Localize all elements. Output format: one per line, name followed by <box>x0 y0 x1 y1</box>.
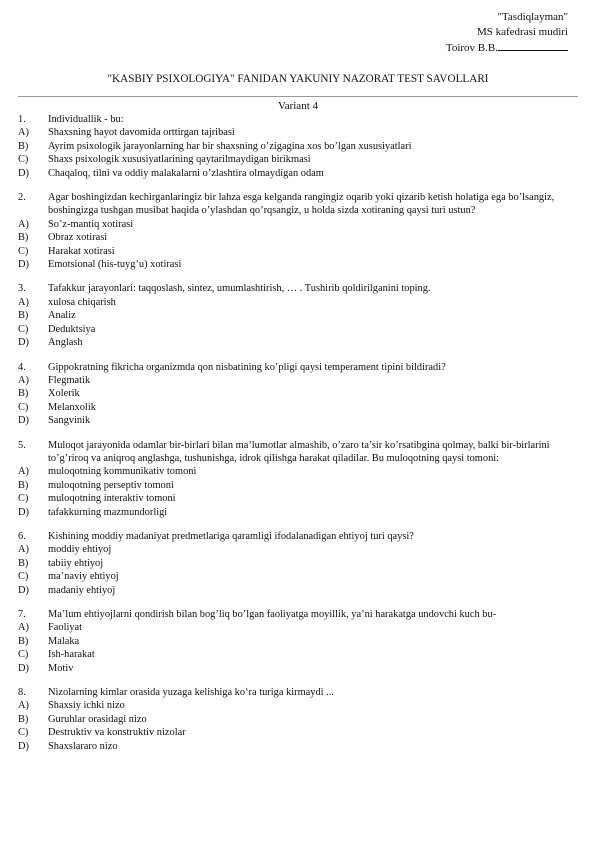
question-number: 3. <box>18 283 26 295</box>
option-letter: D) <box>18 259 29 271</box>
question-number: 7. <box>18 609 26 620</box>
option-text: Anglash <box>48 337 83 349</box>
option-text: tabiiy ehtiyoj <box>48 557 104 569</box>
answer-option <box>18 387 574 400</box>
option-text: Faoliyat <box>48 622 83 634</box>
option-letter: D) <box>18 415 29 427</box>
question-text: Individuallik - bu: <box>48 114 124 125</box>
answer-option <box>18 374 574 387</box>
option-letter: A) <box>18 466 29 478</box>
approval-line-1: "Tasdiqlayman" <box>497 11 568 23</box>
option-text: So’z-mantiq xotirasi <box>48 218 134 230</box>
option-letter: B) <box>18 635 29 647</box>
answer-option <box>18 492 574 505</box>
option-text: Shaxs psixologik xususiyatlarining qaytarilmaydigan birikmasi <box>48 154 311 166</box>
answer-option <box>18 218 574 231</box>
question-block <box>18 282 574 349</box>
question-text: Ma’lum ehtiyojlarni qondirish bilan bog’liq bo’lgan faoliyatga moyillik, ya’ni harakatga undovchi kuch bu- <box>48 609 497 620</box>
question-block <box>18 191 574 271</box>
option-text: Guruhlar orasidagi nizo <box>48 713 147 725</box>
answer-option <box>18 323 574 336</box>
option-text: Melanxolik <box>48 401 96 413</box>
answer-option <box>18 167 574 180</box>
option-text: Obraz xotirasi <box>48 232 108 244</box>
question-block <box>18 530 574 597</box>
question-row <box>18 530 574 543</box>
approval-line-2: MS kafedrasi mudiri <box>476 26 568 38</box>
answer-option <box>18 414 574 427</box>
option-text: muloqotning kommunikativ tomoni <box>48 466 197 478</box>
answer-option <box>18 401 574 414</box>
question-row <box>18 191 574 218</box>
question-number: 4. <box>18 361 26 373</box>
question-block <box>18 361 574 428</box>
answer-option <box>18 336 574 349</box>
option-letter: D) <box>18 167 29 179</box>
question-text: Agar boshingizdan kechirganlaringiz bir lahza esga kelganda rangingiz oqarib yoki qizarib ketish holatiga ega bo’lsangiz, boshingizga tushgan musibat haqida o’ylashdan qo’rqsangiz, u holda sizda xotiraning qaysi turi ustun? <box>48 192 555 217</box>
question-number: 8. <box>18 687 26 699</box>
question-number: 6. <box>18 530 26 542</box>
question-row <box>18 608 574 621</box>
approver-name: Toirov B.B. <box>445 42 498 54</box>
option-text: Ayrim psixologik jarayonlarning har bir shaxsning o’zigagina xos bo’lgan xususiyatlari <box>48 140 412 152</box>
answer-option <box>18 543 574 556</box>
option-letter: D) <box>18 584 29 596</box>
answer-option <box>18 557 574 570</box>
option-text: Destruktiv va konstruktiv nizolar <box>48 727 186 739</box>
option-text: Shaxsiy ichki nizo <box>48 700 125 712</box>
answer-option <box>18 662 574 675</box>
option-letter: B) <box>18 140 29 152</box>
option-text: Malaka <box>48 635 80 647</box>
option-letter: B) <box>18 479 29 491</box>
option-letter: A) <box>18 127 29 139</box>
question-number: 1. <box>18 114 26 125</box>
option-letter: A) <box>18 622 29 634</box>
question-row <box>18 361 574 374</box>
option-letter: A) <box>18 544 29 556</box>
question-block <box>18 608 574 675</box>
answer-option <box>18 140 574 153</box>
question-text: Kishining moddiy madaniyat predmetlariga qaramligi ifodalanadigan ehtiyoj turi qaysi? <box>48 530 414 542</box>
option-letter: C) <box>18 401 29 413</box>
option-letter: B) <box>18 310 29 322</box>
option-letter: C) <box>18 649 29 661</box>
answer-option <box>18 465 574 478</box>
question-text: Muloqot jarayonida odamlar bir-birlari bilan ma’lumotlar almashib, o’zaro ta’sir ko’rsatibgina qolmay, balki bir-birlarini to’g’riroq va aniqroq anglashga, tushunishga, idrok qilishga harakat qiladilar. Bu muloqotning qaysi tomoni: <box>48 439 550 464</box>
option-letter: A) <box>18 218 29 230</box>
answer-option <box>18 126 574 139</box>
question-row <box>18 113 574 126</box>
option-letter: D) <box>18 662 29 674</box>
question-number: 5. <box>18 439 26 451</box>
option-letter: D) <box>18 337 29 349</box>
option-text: xulosa chiqarish <box>48 296 116 308</box>
question-number: 2. <box>18 192 26 204</box>
answer-option <box>18 153 574 166</box>
answer-option <box>18 296 574 309</box>
option-text: Flegmatik <box>48 374 91 386</box>
option-text: Chaqaloq, tilni va oddiy malakalarni o’zlashtira olmaydigan odam <box>48 167 324 179</box>
question-row <box>18 282 574 295</box>
option-letter: C) <box>18 571 29 583</box>
option-text: madaniy ehtiyoj <box>48 584 116 596</box>
option-letter: B) <box>18 713 29 725</box>
answer-option <box>18 570 574 583</box>
option-text: moddiy ehtiyoj <box>48 544 112 556</box>
question-text: Gippokratning fikricha organizmda qon nisbatining ko’pligi qaysi temperament tipini bildiradi? <box>48 361 446 373</box>
question-block <box>18 686 574 753</box>
answer-option <box>18 713 574 726</box>
option-text: Sangvinik <box>48 415 91 427</box>
option-text: muloqotning interaktiv tomoni <box>48 493 176 505</box>
option-letter: C) <box>18 323 29 335</box>
answer-option <box>18 479 574 492</box>
answer-option <box>18 309 574 322</box>
answer-option <box>18 726 574 739</box>
variant-label: Variant 4 <box>277 100 318 112</box>
answer-option <box>18 621 574 634</box>
answer-option <box>18 740 574 753</box>
option-letter: B) <box>18 232 29 244</box>
option-text: Deduktsiya <box>48 323 96 335</box>
option-text: tafakkurning mazmundorligi <box>48 506 168 518</box>
answer-option <box>18 506 574 519</box>
question-block <box>18 113 574 180</box>
question-row <box>18 439 574 466</box>
question-list <box>18 113 574 764</box>
option-letter: C) <box>18 154 29 166</box>
option-text: Ish-harakat <box>48 649 95 661</box>
option-text: Emotsional (his-tuyg’u) xotirasi <box>48 259 182 271</box>
question-text: Tafakkur jarayonlari: taqqoslash, sintez, umumlashtirish, … . Tushirib qoldirilganini toping. <box>48 283 431 295</box>
option-letter: B) <box>18 388 29 400</box>
option-letter: A) <box>18 374 29 386</box>
answer-option <box>18 635 574 648</box>
approval-block <box>446 10 568 56</box>
option-text: Shaxslararo nizo <box>48 740 118 752</box>
option-text: Shaxsning hayot davomida orttirgan tajribasi <box>48 127 235 139</box>
answer-option <box>18 245 574 258</box>
option-letter: A) <box>18 700 29 712</box>
question-text: Nizolarning kimlar orasida yuzaga kelishiga ko‘ra turiga kirmaydi ... <box>48 687 334 699</box>
answer-option <box>18 584 574 597</box>
option-text: ma’naviy ehtiyoj <box>48 571 119 583</box>
option-letter: B) <box>18 557 29 569</box>
question-row <box>18 686 574 699</box>
option-letter: C) <box>18 493 29 505</box>
answer-option <box>18 258 574 271</box>
option-text: Xolerik <box>48 388 80 400</box>
document-title: "KASBIY PSIXOLOGIYA" FANIDAN YAKUNIY NAZORAT TEST SAVOLLARI <box>107 73 489 85</box>
option-letter: C) <box>18 245 29 257</box>
option-letter: D) <box>18 506 29 518</box>
option-text: Harakat xotirasi <box>48 245 115 257</box>
option-letter: C) <box>18 727 29 739</box>
option-text: Motiv <box>48 662 74 674</box>
approval-line-3 <box>446 40 568 56</box>
question-block <box>18 439 574 519</box>
answer-option <box>18 648 574 661</box>
option-text: Analiz <box>48 310 76 322</box>
answer-option <box>18 231 574 244</box>
answer-option <box>18 699 574 712</box>
option-letter: D) <box>18 740 29 752</box>
option-letter: A) <box>18 296 29 308</box>
title-divider <box>18 96 578 97</box>
option-text: muloqotning perseptiv tomoni <box>48 479 174 491</box>
signature-line <box>498 40 568 51</box>
